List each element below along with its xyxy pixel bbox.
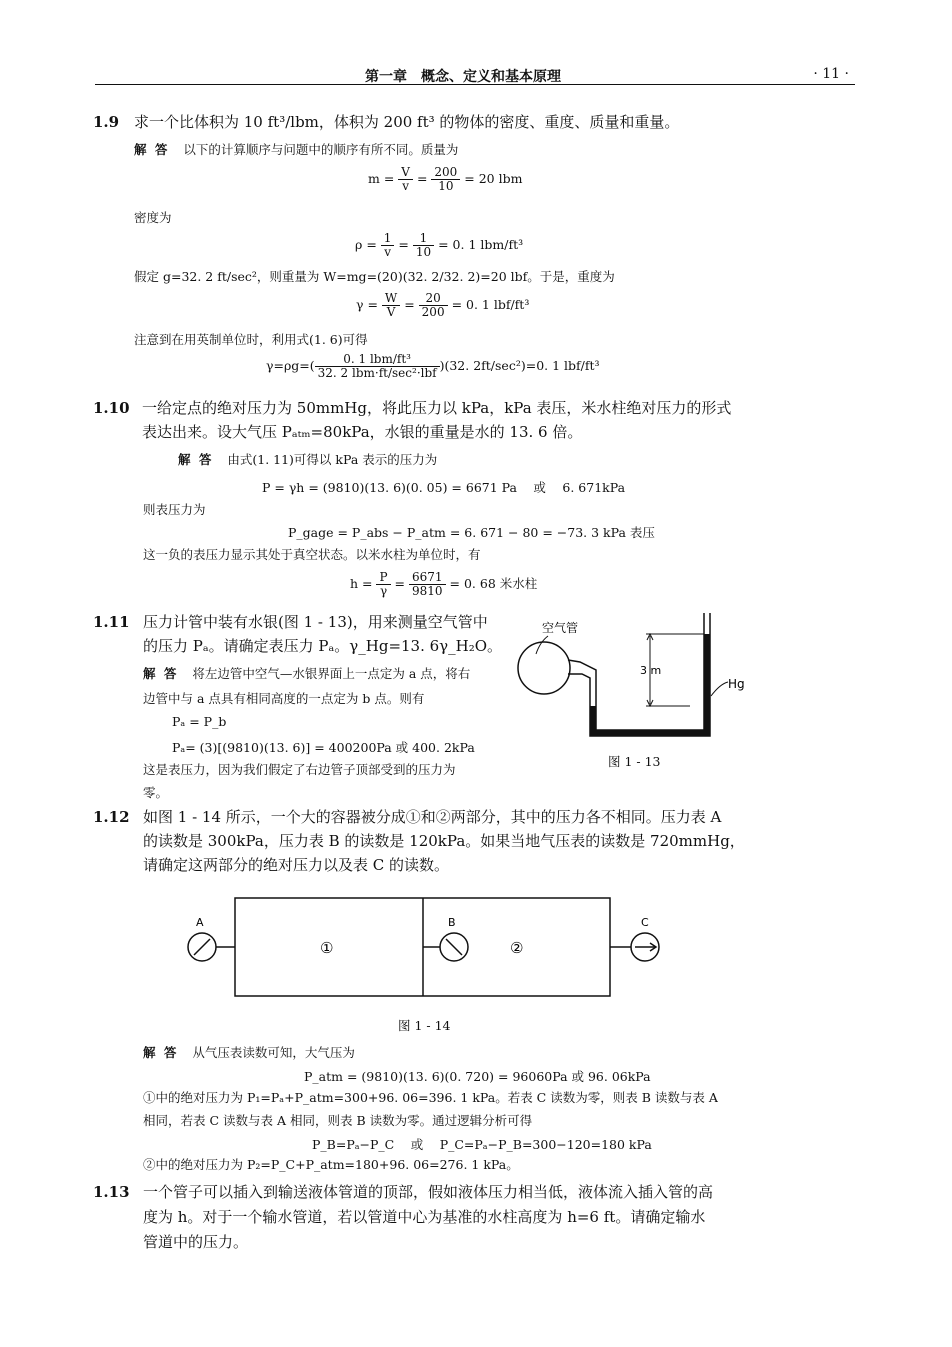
problem-text: 的压力 Pₐ。请确定表压力 Pₐ。γ_Hg=13. 6γ_H₂O。 [143,637,503,655]
mercury-label: Hg [728,677,745,691]
equation: γ = $\frac{W}{V}$ = $\frac{20}{200}$ = 0. 1 lbf/ft³ [356,291,530,319]
manometer-figure [510,608,750,758]
problem-text: 的读数是 300kPa，压力表 B 的读数是 120kPa。如果当地气压表的读数是 720mmHg， [143,832,745,850]
problem-text: 表达出来。设大气压 Pₐₜₘ=80kPa，水银的重量是水的 13. 6 倍。 [142,423,583,441]
equation: ρ = $\frac{1}{v}$ = $\frac{1}{10}$ = 0. 1 lbm/ft³ [355,231,524,259]
solution-line: 这是表压力，因为我们假定了右边管子顶部受到的压力为 [143,762,456,777]
equation: h = $\frac{P}{\gamma}$ = $\frac{6671}{9810}$ = 0. 68 米水柱 [350,570,538,598]
solution-line: ①中的绝对压力为 P₁=Pₐ+P_atm=300+96. 06=396. 1 kPa。若表 C 读数为零，则表 B 读数与表 A [143,1090,718,1105]
solution-tag: 解 答 [143,1045,179,1060]
equation: P = γh = (9810)(13. 6)(0. 05) = 6671 Pa 或 6. 671kPa [262,480,626,495]
height-label: 3 m [640,664,662,677]
solution-tag: 解 答 [134,142,170,157]
problem-text: 一个管子可以插入到输送液体管道的顶部，假如液体压力相当低，液体流入插入管的高 [143,1183,714,1201]
solution-tag: 解 答 [143,666,179,681]
problem-number: 1.11 [93,613,130,631]
equation: Pₐ= (3)[(9810)(13. 6)] = 400200Pa 或 400. 2kPa [172,740,475,755]
problem-text: 请确定这两部分的绝对压力以及表 C 的读数。 [143,856,450,874]
solution-line: 这一负的表压力显示其处于真空状态。以米水柱为单位时，有 [143,547,481,562]
problem-text: 度为 h。对于一个输水管道，若以管道中心为基准的水柱高度为 h=6 ft。请确定输水 [143,1208,706,1226]
figure-caption: 图 1 - 13 [608,754,661,769]
solution-line: 解 答 以下的计算顺序与问题中的顺序有所不同。质量为 [134,142,459,157]
problem-text: 压力计管中装有水银(图 1 - 13)，用来测量空气管中 [143,613,488,631]
figure-caption: 图 1 - 14 [398,1018,451,1033]
equation: Pₐ = P_b [172,714,227,729]
problem-text: 求一个比体积为 10 ft³/lbm，体积为 200 ft³ 的物体的密度、重度、质量和重量。 [134,113,680,131]
problem-number: 1.12 [93,808,130,826]
solution-tag: 解 答 [178,452,214,467]
gauge-c-label: C [641,916,649,929]
solution-line: 边管中与 a 点具有相同高度的一点定为 b 点。则有 [143,691,425,706]
solution-line: 则表压力为 [143,502,206,517]
solution-line: 假定 g=32. 2 ft/sec²，则重量为 W=mg=(20)(32. 2/32. 2)=20 lbf。于是，重度为 [134,269,615,284]
gauge-a-label: A [196,916,204,929]
problem-text: 管道中的压力。 [143,1233,249,1251]
solution-line: 解 答 从气压表读数可知，大气压为 [143,1045,355,1060]
problem-number: 1.10 [93,399,130,417]
equation: γ=ρg=( $\frac{\text{0. 1 lbm/ft³}}{\text{32. 2 lbm·ft/sec²·lbf}}$ )(32. 2ft/sec²)=0. 1 lbf/ft³ [266,352,600,380]
problem-text: 如图 1 - 14 所示，一个大的容器被分成①和②两部分，其中的压力各不相同。压力表 A [143,808,722,826]
running-header [95,62,855,85]
problem-text: 一给定点的绝对压力为 50mmHg，将此压力以 kPa，kPa 表压，米水柱绝对压力的形式 [142,399,732,417]
page-number: · 11 · [813,66,849,82]
equation: P_gage = P_abs − P_atm = 6. 671 − 80 = −73. 3 kPa 表压 [288,525,655,540]
air-pipe-label: 空气管 [542,621,579,635]
problem-number: 1.13 [93,1183,130,1201]
problem-number: 1.9 [93,113,120,131]
chapter-title: 第一章 概念、定义和基本原理 [365,69,561,85]
solution-line: 注意到在用英制单位时，利用式(1. 6)可得 [134,332,368,347]
solution-line: 密度为 [134,210,172,225]
solution-line: 解 答 将左边管中空气—水银界面上一点定为 a 点，将右 [143,666,471,681]
region-2-label: ② [510,939,524,957]
solution-line: ②中的绝对压力为 P₂=P_C+P_atm=180+96. 06=276. 1 kPa。 [143,1157,519,1172]
solution-line: 相同，若表 C 读数与表 A 相同，则表 B 读数为零。通过逻辑分析可得 [143,1113,533,1128]
equation: m = $\frac{V}{v}$ = $\frac{200}{10}$ = 20 lbm [368,165,523,193]
equation: P_atm = (9810)(13. 6)(0. 720) = 96060Pa 或 96. 06kPa [304,1069,651,1084]
equation: P_B=Pₐ−P_C 或 P_C=Pₐ−P_B=300−120=180 kPa [312,1137,652,1152]
container-figure [180,890,670,1005]
solution-line: 零。 [143,785,169,800]
gauge-b-label: B [448,916,456,929]
region-1-label: ① [320,939,334,957]
solution-line: 解 答 由式(1. 11)可得以 kPa 表示的压力为 [178,452,438,467]
